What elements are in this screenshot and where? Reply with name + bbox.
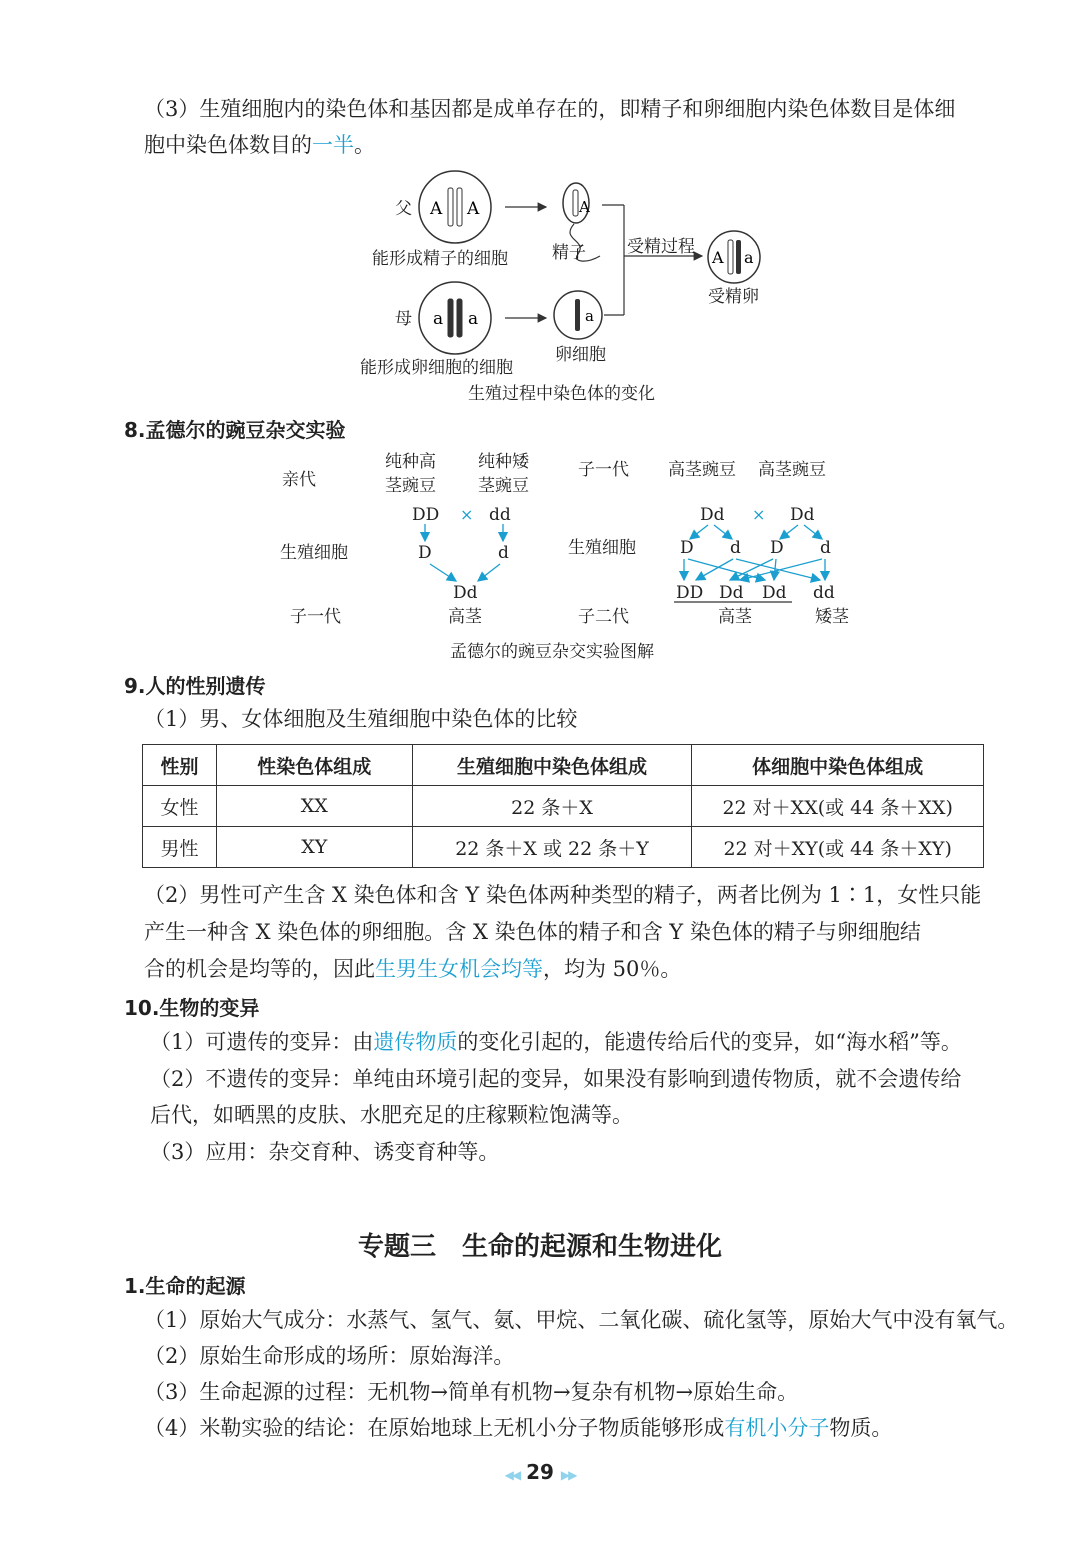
intro-line-1: （3）生殖细胞内的染色体和基因都是成单存在的，即精子和卵细胞内染色体数目是体细 — [144, 97, 956, 121]
gamete-d: d — [498, 543, 509, 563]
parent1-line1: 纯种高 — [385, 452, 436, 472]
f1-Dd: Dd — [453, 583, 478, 603]
f2-label: 子二代 — [578, 607, 629, 627]
section-9-para-2-line-2: 产生一种含 X 染色体的卵细胞。含 X 染色体的精子和含 Y 染色体的精子与卵细胞结 — [144, 920, 921, 944]
mother-allele-2: a — [468, 309, 479, 329]
table-header-cell: 生殖细胞中染色体组成 — [412, 745, 692, 786]
f2-Dd-2: Dd — [762, 583, 787, 603]
parent2-line2: 茎豌豆 — [478, 476, 529, 496]
zygote-allele-2: a — [744, 248, 754, 267]
page-number-value: 29 — [526, 1460, 554, 1484]
zygote-label: 受精卵 — [708, 287, 759, 307]
f2-Dd-1: Dd — [719, 583, 744, 603]
egg-label: 卵细胞 — [555, 345, 606, 365]
highlight-genetic-material: 遗传物质 — [373, 1030, 458, 1054]
table-header-row — [143, 745, 984, 786]
father-allele-1: A — [430, 199, 443, 219]
f2-dd: dd — [813, 583, 835, 603]
f2-gamete-D1: D — [680, 538, 694, 558]
section-8-title: 8.孟德尔的豌豆杂交实验 — [124, 418, 346, 442]
topic-3-line-1: （1）原始大气成分：水蒸气、氢气、氨、甲烷、二氧化碳、硫化氢等，原始大气中没有氧气。 — [144, 1308, 1019, 1332]
cross-symbol-2: × — [752, 505, 766, 524]
table-cell: 22 条＋X 或 22 条＋Y — [412, 827, 692, 868]
table-cell: 女性 — [143, 786, 217, 827]
egg-cell-label: 能形成卵细胞的细胞 — [360, 358, 513, 378]
section-9-title: 9.人的性别遗传 — [124, 674, 266, 698]
sperm-allele: A — [579, 198, 590, 216]
topic-3-line-3: （3）生命起源的过程：无机物→简单有机物→复杂有机物→原始生命。 — [144, 1380, 799, 1404]
f1-parent-2: 高茎豌豆 — [758, 460, 826, 480]
cross-symbol-1: × — [460, 505, 474, 524]
mother-allele-1: a — [433, 309, 444, 329]
table-cell: 22 条＋X — [412, 786, 692, 827]
f2-DD: DD — [676, 583, 704, 603]
egg-allele: a — [585, 307, 594, 325]
table-cell: XY — [216, 827, 412, 868]
gamete-D: D — [418, 543, 432, 563]
table-row — [143, 786, 984, 827]
topic-3-line-2: （2）原始生命形成的场所：原始海洋。 — [144, 1344, 515, 1368]
f2-gamete-d1: d — [730, 538, 741, 558]
page-number — [0, 1460, 1080, 1484]
f1-parent-label: 子一代 — [578, 460, 629, 480]
sex-chromosome-table — [142, 744, 984, 868]
f2-gamete-d2: d — [820, 538, 831, 558]
topic-3-section-1-title: 1.生命的起源 — [124, 1274, 246, 1298]
section-9-para-2-line-1: （2）男性可产生含 X 染色体和含 Y 染色体两种类型的精子，两者比例为 1∶1，女性只能 — [144, 883, 982, 907]
table-header-cell: 性别 — [143, 745, 217, 786]
figure-1-caption: 生殖过程中染色体的变化 — [468, 384, 655, 404]
sperm-cell-label: 能形成精子的细胞 — [372, 249, 508, 269]
table-header-cell: 性染色体组成 — [216, 745, 412, 786]
f2-tall: 高茎 — [718, 607, 752, 627]
highlight-organic-molecules: 有机小分子 — [724, 1416, 830, 1440]
table-header-cell: 体细胞中染色体组成 — [692, 745, 984, 786]
topic-3-line-4: （4）米勒实验的结论：在原始地球上无机小分子物质能够形成有机小分子物质。 — [144, 1416, 893, 1440]
f1-label: 子一代 — [290, 607, 341, 627]
gamete-label-2: 生殖细胞 — [568, 538, 636, 558]
parent2-line1: 纯种矮 — [478, 452, 529, 472]
genotype-DD: DD — [412, 505, 440, 525]
table-cell: 22 对＋XY(或 44 条＋XY) — [692, 827, 984, 868]
f2-gamete-D2: D — [770, 538, 784, 558]
intro-line-2: 胞中染色体数目的一半。 — [144, 133, 375, 157]
highlight-equal-chance: 生男生女机会均等 — [375, 957, 543, 981]
f1-Dd-2: Dd — [790, 505, 815, 525]
section-10-title: 10.生物的变异 — [124, 996, 260, 1020]
left-arrows-icon: ◀◀ — [504, 1468, 520, 1482]
f1-Dd-1: Dd — [700, 505, 725, 525]
highlight-half: 一半 — [312, 133, 354, 157]
genotype-dd: dd — [489, 505, 511, 525]
topic-3-title: 专题三 生命的起源和生物进化 — [357, 1232, 722, 1262]
parents-label: 亲代 — [282, 470, 316, 490]
table-cell: XX — [216, 786, 412, 827]
sperm-label: 精子 — [552, 243, 586, 263]
fertilization-label: 受精过程 — [627, 237, 695, 257]
right-arrows-icon: ▶▶ — [560, 1468, 576, 1482]
table-cell: 22 对＋XX(或 44 条＋XX) — [692, 786, 984, 827]
father-allele-2: A — [467, 199, 480, 219]
section-10-para-1: （1）可遗传的变异：由遗传物质的变化引起的，能遗传给后代的变异，如“海水稻”等。 — [150, 1030, 962, 1054]
mother-label: 母 — [395, 309, 412, 329]
zygote-allele-1: A — [712, 248, 724, 267]
table-cell: 男性 — [143, 827, 217, 868]
table-row — [143, 827, 984, 868]
section-10-para-2-line-1: （2）不遗传的变异：单纯由环境引起的变异，如果没有影响到遗传物质，就不会遗传给 — [150, 1067, 962, 1091]
f1-tall: 高茎 — [448, 607, 482, 627]
gamete-label: 生殖细胞 — [280, 543, 348, 563]
section-9-sub-1: （1）男、女体细胞及生殖细胞中染色体的比较 — [144, 707, 578, 731]
father-label: 父 — [395, 199, 412, 219]
figure-2-caption: 孟德尔的豌豆杂交实验图解 — [450, 642, 654, 662]
f1-parent-1: 高茎豌豆 — [668, 460, 736, 480]
f2-short: 矮茎 — [815, 607, 849, 627]
section-10-para-3: （3）应用：杂交育种、诱变育种等。 — [150, 1140, 500, 1164]
section-9-para-2-line-3: 合的机会是均等的，因此生男生女机会均等，均为 50％。 — [144, 957, 682, 981]
mendel-diagram — [270, 440, 870, 640]
parent1-line2: 茎豌豆 — [385, 476, 436, 496]
section-10-para-2-line-2: 后代，如晒黑的皮肤、水肥充足的庄稼颗粒饱满等。 — [150, 1103, 633, 1127]
mother-cell — [419, 282, 491, 354]
